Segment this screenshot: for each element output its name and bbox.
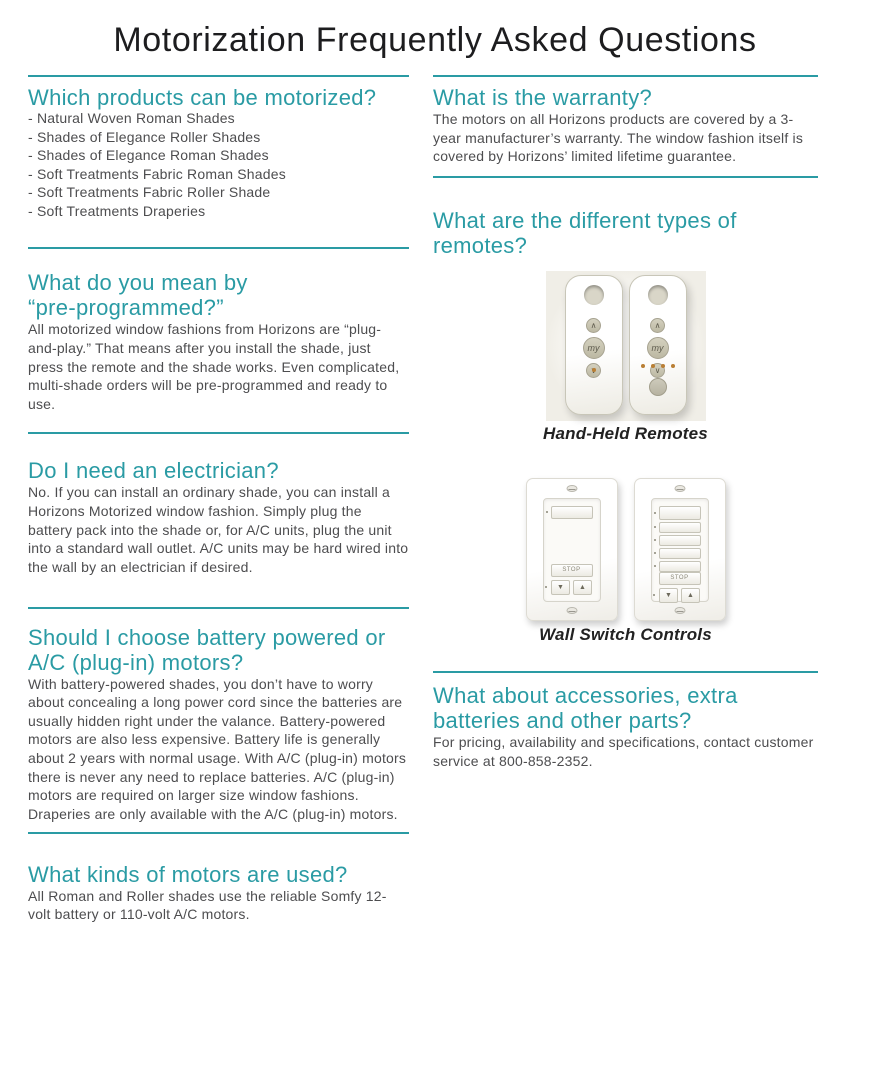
arrow-buttons [659,588,700,603]
screw-icon [566,607,577,614]
section-divider [28,607,409,609]
stop-button: STOP [551,564,593,577]
section-divider [28,75,409,77]
heading-electrician: Do I need an electrician? [28,458,279,484]
page-title: Motorization Frequently Asked Questions [113,21,757,59]
led-indicator [592,368,596,372]
heading-products: Which products can be motorized? [28,85,377,110]
remote-up-button: ∧ [650,318,665,333]
remote-device [629,275,687,415]
heading-line: Should I choose battery powered or [28,624,386,650]
wall-switch-plate [526,478,618,621]
led-indicator [651,364,655,368]
section-divider [28,247,409,249]
stop-button: STOP [659,572,701,585]
heading-line: A/C (plug-in) motors? [28,649,244,675]
up-arrow-button: ▲ [573,580,592,595]
remote-buttons [630,318,686,378]
screw-icon [566,485,577,492]
switch-channel-button [659,535,701,546]
remote-down-button: ∨ [650,363,665,378]
figure-caption-wall: Wall Switch Controls [539,625,712,645]
channel-button-stack [659,506,701,572]
section-divider [433,671,818,673]
heading-battery [28,625,409,675]
remote-device [565,275,623,415]
switch-channel-button [659,506,701,520]
heading-warranty: What is the warranty? [433,85,653,110]
right-column [433,75,818,770]
switch-channel-button [659,561,701,572]
list-item: - Soft Treatments Fabric Roller Shade [28,184,271,201]
body-paragraph-warranty: The motors on all Horizons products are covered by a 3-year manufacturer’s warranty. The window fashion itself is covered by Horizons’ limited lifetime guarantee. [433,111,804,165]
heading-line: What do you mean by [28,270,248,296]
list-item: - Natural Woven Roman Shades [28,110,235,127]
heading-motors: What kinds of motors are used? [28,861,348,887]
body-paragraph-accessories: For pricing, availability and specifications, contact customer service at 800-858-2352. [433,734,814,769]
body-paragraph-electrician: No. If you can install an ordinary shade, you can install a Horizons Motorized window fashion. Simply plug the battery pack into the shade or, for A/C units, plug the unit into a standard wall outlet. A/C units may be hard wired into the wall by an electrician if desired. [28,484,409,575]
heading-accessories [433,683,818,733]
switch-panel [651,498,709,602]
led-indicator [671,364,675,368]
heading-remote-types: What are the different types of remotes? [433,207,737,258]
remote-lanyard-hole [584,285,604,305]
heading-line: What about accessories, extra [433,683,738,709]
section-divider [433,75,818,77]
section-divider [433,176,818,178]
screw-icon [674,485,685,492]
arrow-buttons [551,580,592,595]
wall-switch-plate [634,478,726,621]
led-indicator [661,364,665,368]
up-arrow-button: ▲ [681,588,700,603]
switch-panel [543,498,601,602]
body-paragraph-preprogrammed: All motorized window fashions from Horizons are “plug-and-play.” That means after you install the shade, just press the remote and the shade works. Even complicated, multi-shade orders will be pre-programmed and ready to use. [28,321,400,412]
remote-my-button: my [647,337,669,359]
switch-channel-button [659,522,701,533]
remote-up-button: ∧ [586,318,601,333]
product-list [28,110,409,219]
down-arrow-button: ▼ [659,588,678,603]
remote-my-button: my [583,337,605,359]
section-divider [28,832,409,834]
led-indicator-row [630,364,686,368]
wall-switches-figure [516,478,736,623]
led-indicator [641,364,645,368]
switch-channel-button [659,548,701,559]
list-item: - Soft Treatments Draperies [28,202,206,219]
down-arrow-button: ▼ [551,580,570,595]
heading-line: batteries and other parts? [433,708,692,734]
list-item: - Soft Treatments Fabric Roman Shades [28,165,286,182]
handheld-remotes-figure [546,271,706,421]
body-paragraph-battery: With battery-powered shades, you don’t have to worry about concealing a long power cord since the batteries are usually hidden right under the valance. Battery-powered motors are also less expensive. Battery life is generally about 2 years with normal usage. With A/C (plug-in) motors there is never any need to replace batteries. A/C (plug-in) motors are required on larger size window fashions. Draperies are only available with the A/C (plug-in) motors. [28,675,407,822]
heading-preprogrammed [28,270,409,320]
screw-icon [674,607,685,614]
channel-select-button [649,378,667,396]
switch-program-button [551,506,593,519]
section-divider [28,432,409,434]
remote-lanyard-hole [648,285,668,305]
body-paragraph-motors: All Roman and Roller shades use the reliable Somfy 12-volt battery or 110-volt A/C motors. [28,887,387,923]
figure-caption-handheld: Hand-Held Remotes [543,424,708,444]
left-column [28,75,409,924]
list-item: - Shades of Elegance Roman Shades [28,147,269,164]
heading-line: “pre-programmed?” [28,295,224,321]
list-item: - Shades of Elegance Roller Shades [28,128,261,145]
